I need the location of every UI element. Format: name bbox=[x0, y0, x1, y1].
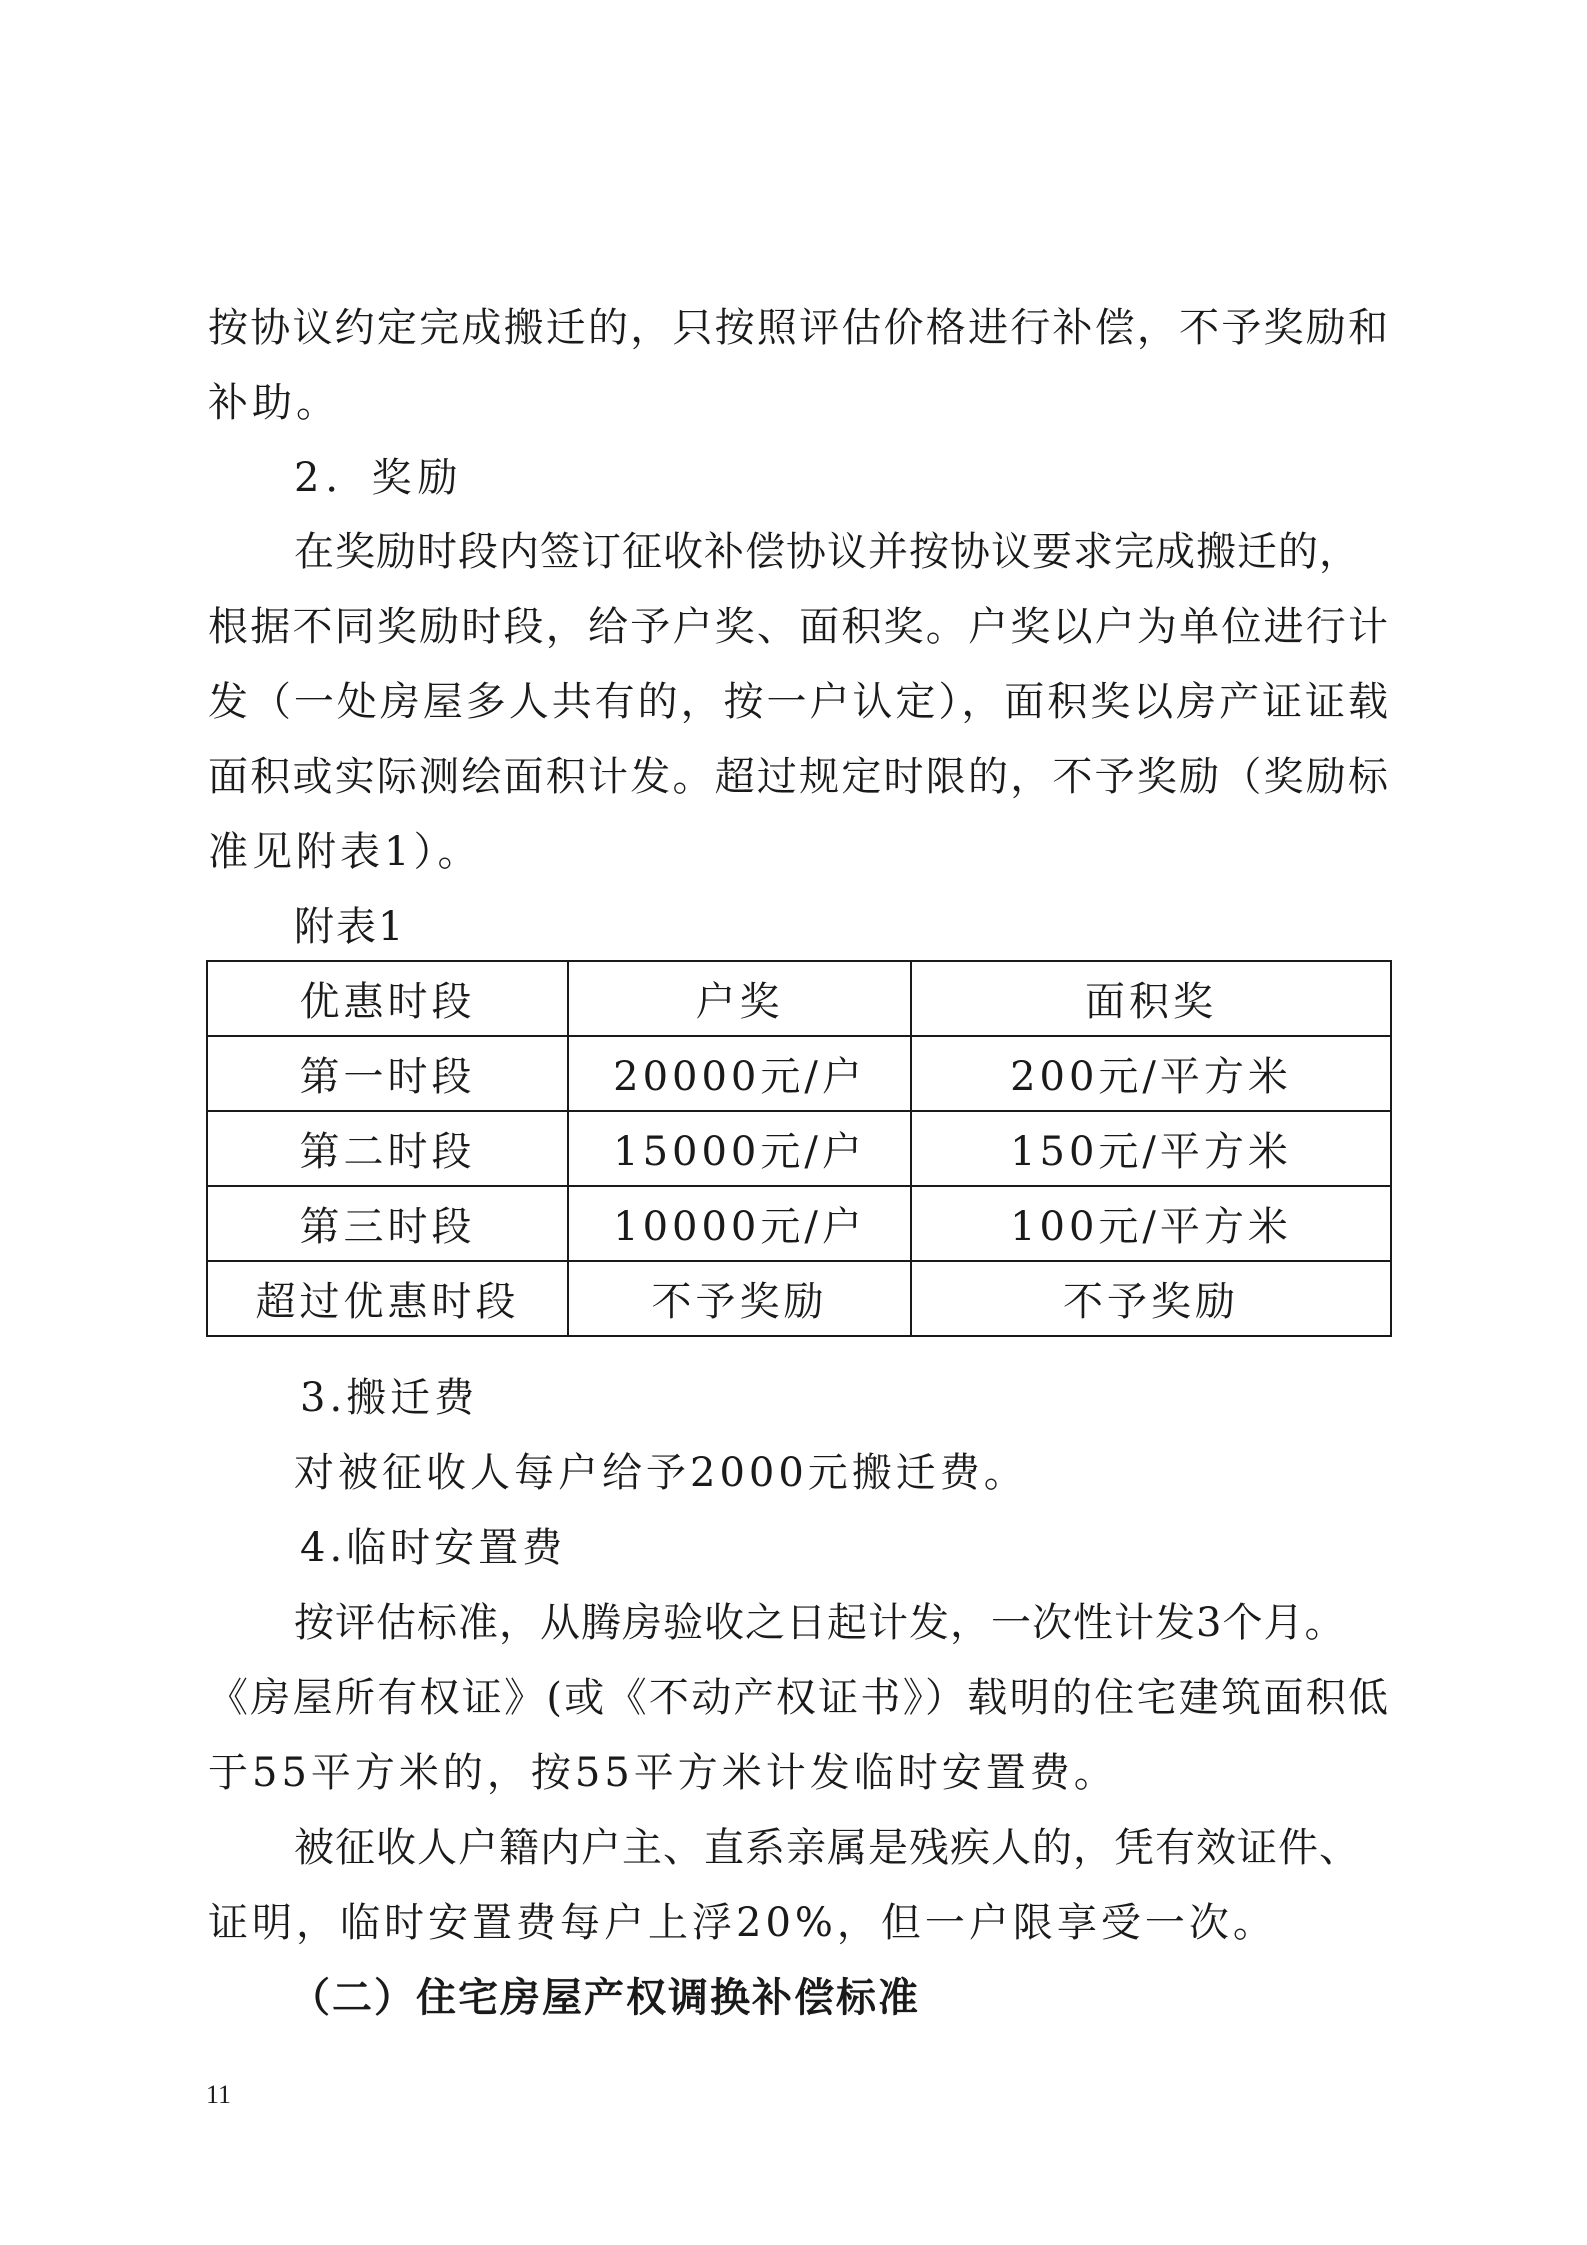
table-cell: 20000元/户 bbox=[568, 1036, 911, 1111]
table-row bbox=[207, 1036, 1391, 1111]
table-caption: 附表1 bbox=[294, 904, 406, 950]
section-heading-reward: 2．奖励 bbox=[294, 455, 464, 501]
table-cell: 不予奖励 bbox=[911, 1261, 1391, 1336]
table-cell: 第二时段 bbox=[207, 1111, 568, 1186]
table-cell: 不予奖励 bbox=[568, 1261, 911, 1336]
section-heading-property-swap: （二）住宅房屋产权调换补偿标准 bbox=[290, 1974, 920, 2021]
paragraph-line: 补助。 bbox=[208, 380, 340, 426]
table-cell: 第三时段 bbox=[207, 1186, 568, 1261]
table-cell: 15000元/户 bbox=[568, 1111, 911, 1186]
paragraph-line: 《房屋所有权证》(或《不动产权证书》）载明的住宅建筑面积低 bbox=[208, 1675, 1388, 1721]
paragraph-line: 根据不同奖励时段，给予户奖、面积奖。户奖以户为单位进行计 bbox=[208, 604, 1388, 650]
page-number: 11 bbox=[206, 2080, 232, 2109]
reward-table bbox=[206, 960, 1392, 1337]
table-row bbox=[207, 1111, 1391, 1186]
table-header-cell: 优惠时段 bbox=[207, 961, 568, 1036]
paragraph-line: 在奖励时段内签订征收补偿协议并按协议要求完成搬迁的， bbox=[294, 529, 1360, 575]
table-header-row bbox=[207, 961, 1391, 1036]
paragraph-line: 证明，临时安置费每户上浮20%，但一户限享受一次。 bbox=[208, 1900, 1277, 1946]
table-cell: 150元/平方米 bbox=[911, 1111, 1391, 1186]
table-row bbox=[207, 1186, 1391, 1261]
table-cell: 第一时段 bbox=[207, 1036, 568, 1111]
section-heading-temp-resettlement-fee: 4.临时安置费 bbox=[300, 1525, 567, 1571]
table-cell: 超过优惠时段 bbox=[207, 1261, 568, 1336]
section-heading-relocation-fee: 3.搬迁费 bbox=[300, 1375, 479, 1421]
table-cell: 100元/平方米 bbox=[911, 1186, 1391, 1261]
paragraph-line: 面积或实际测绘面积计发。超过规定时限的，不予奖励（奖励标 bbox=[208, 754, 1388, 800]
table-header-cell: 户奖 bbox=[568, 961, 911, 1036]
paragraph-line: 于55平方米的，按55平方米计发临时安置费。 bbox=[208, 1750, 1118, 1796]
paragraph-line: 准见附表1）。 bbox=[208, 829, 482, 875]
table-header-cell: 面积奖 bbox=[911, 961, 1391, 1036]
paragraph-line: 按评估标准，从腾房验收之日起计发，一次性计发3个月。 bbox=[294, 1600, 1346, 1646]
paragraph-line: 对被征收人每户给予2000元搬迁费。 bbox=[294, 1450, 1028, 1496]
table-cell: 10000元/户 bbox=[568, 1186, 911, 1261]
paragraph-line: 发（一处房屋多人共有的，按一户认定），面积奖以房产证证载 bbox=[208, 679, 1388, 725]
paragraph-line: 按协议约定完成搬迁的，只按照评估价格进行补偿，不予奖励和 bbox=[208, 305, 1388, 351]
table-row bbox=[207, 1261, 1391, 1336]
table-cell: 200元/平方米 bbox=[911, 1036, 1391, 1111]
paragraph-line: 被征收人户籍内户主、直系亲属是残疾人的，凭有效证件、 bbox=[294, 1825, 1360, 1871]
